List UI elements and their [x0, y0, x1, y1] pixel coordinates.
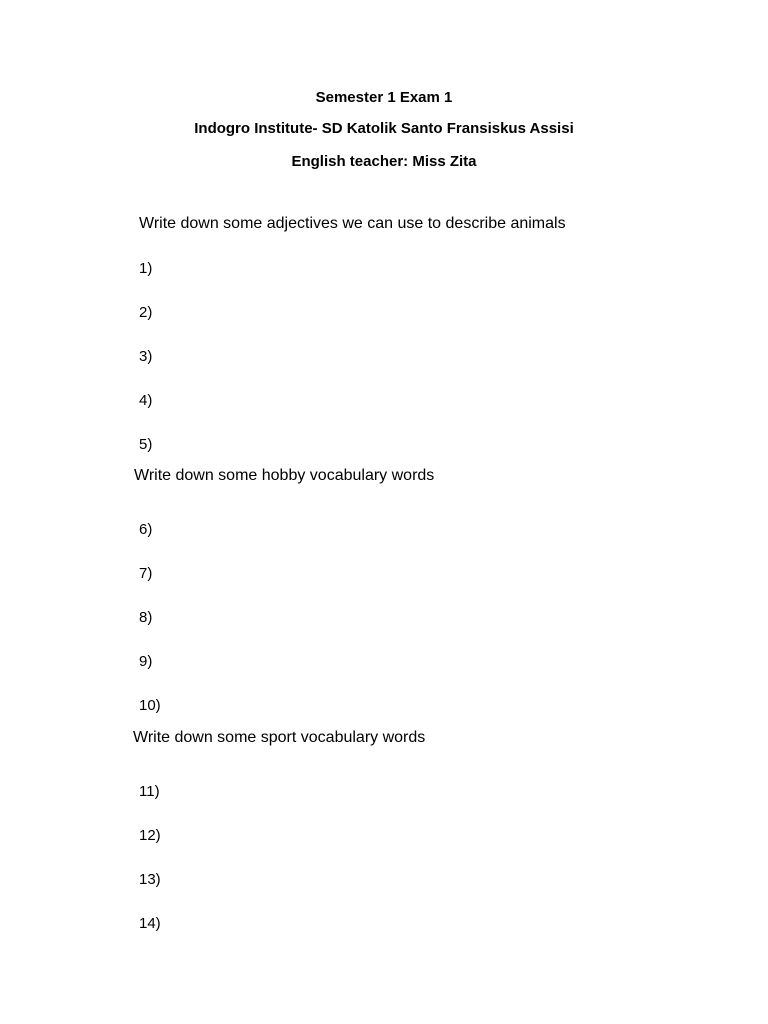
list-item: 7): [139, 565, 153, 582]
section-prompt-adjectives: Write down some adjectives we can use to describe animals: [139, 215, 566, 232]
list-item: 1): [139, 260, 153, 277]
list-item: 6): [139, 521, 153, 538]
list-item: 3): [139, 348, 153, 365]
list-item: 12): [139, 827, 161, 844]
list-item: 14): [139, 915, 161, 932]
teacher-line: English teacher: Miss Zita: [291, 153, 477, 170]
list-item: 10): [139, 697, 161, 714]
list-item: 8): [139, 609, 153, 626]
list-item: 2): [139, 304, 153, 321]
list-item: 5): [139, 436, 153, 453]
list-item: 9): [139, 653, 153, 670]
list-item: 11): [139, 783, 160, 800]
list-item: 13): [139, 871, 161, 888]
section-prompt-hobby: Write down some hobby vocabulary words: [134, 467, 435, 484]
institute-name: Indogro Institute- SD Katolik Santo Fransiskus Assisi: [194, 120, 574, 137]
exam-title: Semester 1 Exam 1: [315, 89, 453, 106]
section-prompt-sport: Write down some sport vocabulary words: [133, 729, 426, 746]
list-item: 4): [139, 392, 153, 409]
